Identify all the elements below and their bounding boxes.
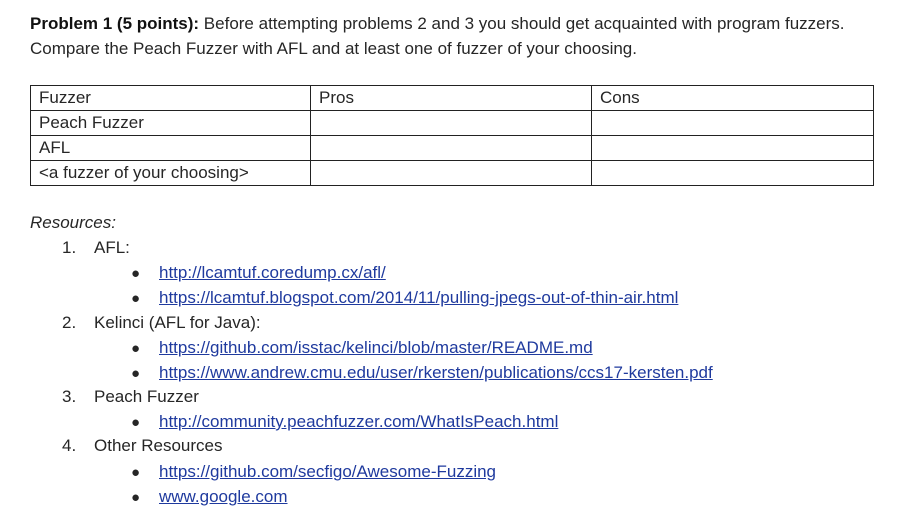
resource-link[interactable]: https://lcamtuf.blogspot.com/2014/11/pulling-jpegs-out-of-thin-air.html xyxy=(159,288,679,307)
resource-link[interactable]: https://www.andrew.cmu.edu/user/rkersten/publications/ccs17-kersten.pdf xyxy=(159,363,713,382)
list-item xyxy=(62,384,199,409)
bullet-icon: ● xyxy=(131,365,141,382)
cell-fuzzer: <a fuzzer of your choosing> xyxy=(31,161,311,186)
bullet-icon: ● xyxy=(131,290,141,307)
resource-link-item xyxy=(131,409,558,435)
problem-title: Problem 1 (5 points): xyxy=(30,14,200,33)
cell-pros xyxy=(311,161,592,186)
list-number: 4. xyxy=(62,436,77,455)
cell-pros xyxy=(311,111,592,136)
list-item xyxy=(62,433,223,458)
resources-title: Resources: xyxy=(30,213,116,232)
header-cons: Cons xyxy=(592,86,874,111)
resource-link-item xyxy=(131,484,288,510)
resource-link-item xyxy=(131,360,713,386)
list-number: 2. xyxy=(62,313,77,332)
header-pros: Pros xyxy=(311,86,592,111)
cell-fuzzer: Peach Fuzzer xyxy=(31,111,311,136)
table-row xyxy=(31,111,874,136)
resource-link-item xyxy=(131,459,496,485)
resource-link-item xyxy=(131,260,386,286)
bullet-icon: ● xyxy=(131,489,141,506)
resource-link[interactable]: https://github.com/isstac/kelinci/blob/master/README.md xyxy=(159,338,593,357)
table-row xyxy=(31,136,874,161)
cell-cons xyxy=(592,161,874,186)
header-fuzzer: Fuzzer xyxy=(31,86,311,111)
resource-link[interactable]: http://community.peachfuzzer.com/WhatIsPeach.html xyxy=(159,412,559,431)
list-number: 1. xyxy=(62,238,77,257)
bullet-icon: ● xyxy=(131,464,141,481)
list-label: AFL: xyxy=(94,238,130,257)
resource-link-item xyxy=(131,335,593,361)
list-label: Kelinci (AFL for Java): xyxy=(94,313,261,332)
table-header-row xyxy=(31,86,874,111)
list-item xyxy=(62,235,130,260)
fuzzer-comparison-table xyxy=(30,85,874,186)
resource-link[interactable]: https://github.com/secfigo/Awesome-Fuzzing xyxy=(159,462,497,481)
cell-pros xyxy=(311,136,592,161)
cell-cons xyxy=(592,111,874,136)
resource-link[interactable]: www.google.com xyxy=(159,487,288,506)
list-label: Other Resources xyxy=(94,436,223,455)
problem-text: Before attempting problems 2 and 3 you should get acquainted with program fuzzers. Compare the Peach Fuzzer with AFL and at least one of fuzzer of your choosing. xyxy=(30,14,845,58)
cell-fuzzer: AFL xyxy=(31,136,311,161)
bullet-icon: ● xyxy=(131,414,141,431)
resource-link[interactable]: http://lcamtuf.coredump.cx/afl/ xyxy=(159,263,386,282)
problem-statement xyxy=(30,11,870,61)
bullet-icon: ● xyxy=(131,340,141,357)
cell-cons xyxy=(592,136,874,161)
table-row xyxy=(31,161,874,186)
list-item xyxy=(62,310,261,335)
bullet-icon: ● xyxy=(131,265,141,282)
resource-link-item xyxy=(131,285,678,311)
list-number: 3. xyxy=(62,387,77,406)
list-label: Peach Fuzzer xyxy=(94,387,199,406)
